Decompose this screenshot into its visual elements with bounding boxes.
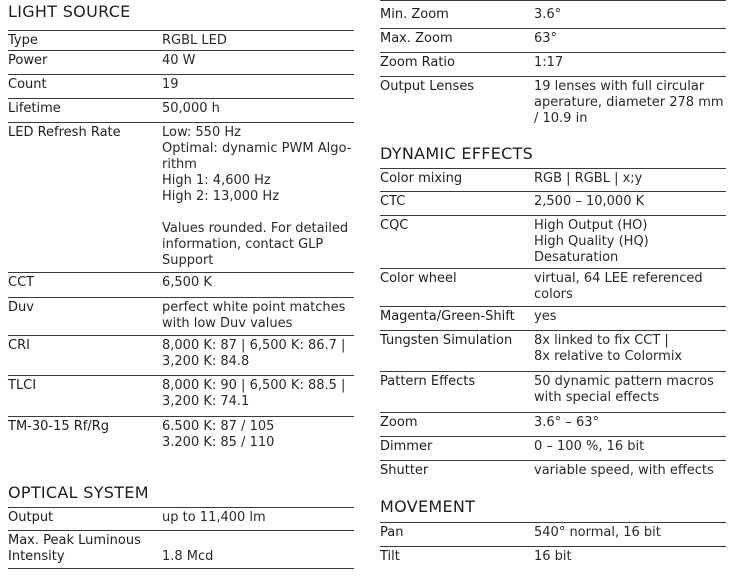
spec-key: TLCI bbox=[8, 378, 37, 393]
spec-value: 19 bbox=[162, 77, 179, 92]
spec-value: 6,500 K bbox=[162, 275, 212, 290]
spec-key: Power bbox=[8, 53, 48, 68]
spec-key: Zoom Ratio bbox=[380, 55, 455, 70]
spec-row-lifetime bbox=[8, 99, 354, 123]
spec-row-power bbox=[8, 51, 354, 75]
spec-key: Output Lenses bbox=[380, 79, 475, 94]
spec-value: 1.8 Mcd bbox=[162, 549, 214, 564]
spec-key: Max. Zoom bbox=[380, 31, 453, 46]
spec-value: RGB | RGBL | x;y bbox=[534, 171, 643, 186]
spec-key: CCT bbox=[8, 275, 35, 290]
spec-row-zoom bbox=[380, 413, 726, 437]
spec-key: Max. Peak Luminous Intensity bbox=[8, 533, 141, 564]
spec-value: perfect white point matches with low Duv values bbox=[162, 300, 346, 331]
spec-key: Type bbox=[8, 33, 38, 48]
spec-key: Dimmer bbox=[380, 439, 433, 454]
spec-key: Shutter bbox=[380, 463, 429, 478]
section-heading-movement: MOVEMENT bbox=[380, 497, 476, 516]
spec-key: Color mixing bbox=[380, 171, 463, 186]
spec-row-cri bbox=[8, 336, 354, 376]
spec-value: High Output (HO) High Quality (HQ) Desaturation bbox=[534, 218, 649, 265]
spec-value: up to 11,400 lm bbox=[162, 510, 266, 525]
spec-row-max-zoom bbox=[380, 29, 726, 53]
spec-row-tlci bbox=[8, 376, 354, 417]
right-column bbox=[380, 0, 726, 570]
spec-value: virtual, 64 LEE referenced colors bbox=[534, 271, 703, 302]
section-heading-light-source: LIGHT SOURCE bbox=[8, 2, 131, 21]
spec-key: CTC bbox=[380, 194, 406, 209]
spec-row-output bbox=[8, 507, 354, 531]
spec-value: yes bbox=[534, 309, 557, 324]
spec-row-pattern-effects bbox=[380, 372, 726, 413]
spec-row-min-zoom bbox=[380, 0, 726, 29]
spec-value: 50 dynamic pattern macros with special effects bbox=[534, 374, 714, 405]
spec-value: 540° normal, 16 bit bbox=[534, 525, 661, 540]
spec-value: 40 W bbox=[162, 53, 196, 68]
left-column bbox=[8, 0, 354, 569]
spec-value: 19 lenses with full circular aperature, diameter 278 mm / 10.9 in bbox=[534, 79, 724, 126]
spec-value: 0 – 100 %, 16 bit bbox=[534, 439, 645, 454]
spec-row-led-refresh-rate bbox=[8, 123, 354, 273]
spec-row-shutter bbox=[380, 461, 726, 484]
spec-row-pan bbox=[380, 522, 726, 547]
spec-key: Tilt bbox=[380, 549, 400, 564]
spec-key: Pan bbox=[380, 525, 404, 540]
spec-key: Count bbox=[8, 77, 47, 92]
spec-key: Magenta/Green-Shift bbox=[380, 309, 515, 324]
spec-row-color-mixing bbox=[380, 168, 726, 192]
spec-key: TM-30-15 Rf/Rg bbox=[8, 419, 110, 434]
spec-key: Output bbox=[8, 510, 54, 525]
spec-key: Duv bbox=[8, 300, 34, 315]
spec-value: RGBL LED bbox=[162, 33, 227, 48]
spec-value: Low: 550 Hz Optimal: dynamic PWM Algo- rithm High 1: 4,600 Hz High 2: 13,000 Hz Values rounded. For detailed information, contact GLP Support bbox=[162, 125, 352, 268]
spec-row-cct bbox=[8, 273, 354, 298]
spec-row-duv bbox=[8, 298, 354, 336]
spec-row-tungsten-simulation bbox=[380, 331, 726, 372]
spec-row-cqc bbox=[380, 216, 726, 269]
section-heading-optical-system: OPTICAL SYSTEM bbox=[8, 483, 149, 502]
spec-key: Pattern Effects bbox=[380, 374, 476, 389]
spec-key: LED Refresh Rate bbox=[8, 125, 121, 140]
spec-key: CQC bbox=[380, 218, 409, 233]
spec-key: Color wheel bbox=[380, 271, 457, 286]
spec-row-magenta-green-shift bbox=[380, 307, 726, 331]
spec-row-max-peak-luminous-intensity bbox=[8, 531, 354, 569]
spec-key: Lifetime bbox=[8, 101, 61, 116]
spec-row-color-wheel bbox=[380, 269, 726, 307]
spec-row-ctc bbox=[380, 192, 726, 216]
spec-value: 2,500 – 10,000 K bbox=[534, 194, 645, 209]
spec-row-dimmer bbox=[380, 437, 726, 461]
spec-value: 8,000 K: 87 | 6,500 K: 86.7 | 3,200 K: 84.8 bbox=[162, 338, 346, 369]
spec-value: 3.6° bbox=[534, 7, 562, 22]
spec-row-type bbox=[8, 30, 354, 51]
spec-row-zoom-ratio bbox=[380, 53, 726, 77]
spec-row-tilt bbox=[380, 547, 726, 570]
spec-value: 1:17 bbox=[534, 55, 564, 70]
spec-value: 63° bbox=[534, 31, 558, 46]
section-heading-dynamic-effects: DYNAMIC EFFECTS bbox=[380, 144, 534, 163]
spec-row-count bbox=[8, 75, 354, 99]
spec-value: variable speed, with effects bbox=[534, 463, 714, 478]
spec-key: Min. Zoom bbox=[380, 7, 449, 22]
spec-value: 3.6° – 63° bbox=[534, 415, 599, 430]
spec-value: 8,000 K: 90 | 6,500 K: 88.5 | 3,200 K: 74.1 bbox=[162, 378, 346, 409]
spec-value: 8x linked to fix CCT | 8x relative to Colormix bbox=[534, 333, 683, 364]
spec-row-tm-30-15 bbox=[8, 417, 354, 459]
spec-row-output-lenses bbox=[380, 77, 726, 134]
spec-key: CRI bbox=[8, 338, 30, 353]
spec-value: 16 bit bbox=[534, 549, 572, 564]
spec-key: Zoom bbox=[380, 415, 418, 430]
spec-value: 6.500 K: 87 / 105 3.200 K: 85 / 110 bbox=[162, 419, 275, 450]
spec-value: 50,000 h bbox=[162, 101, 220, 116]
spec-key: Tungsten Simulation bbox=[380, 333, 513, 348]
